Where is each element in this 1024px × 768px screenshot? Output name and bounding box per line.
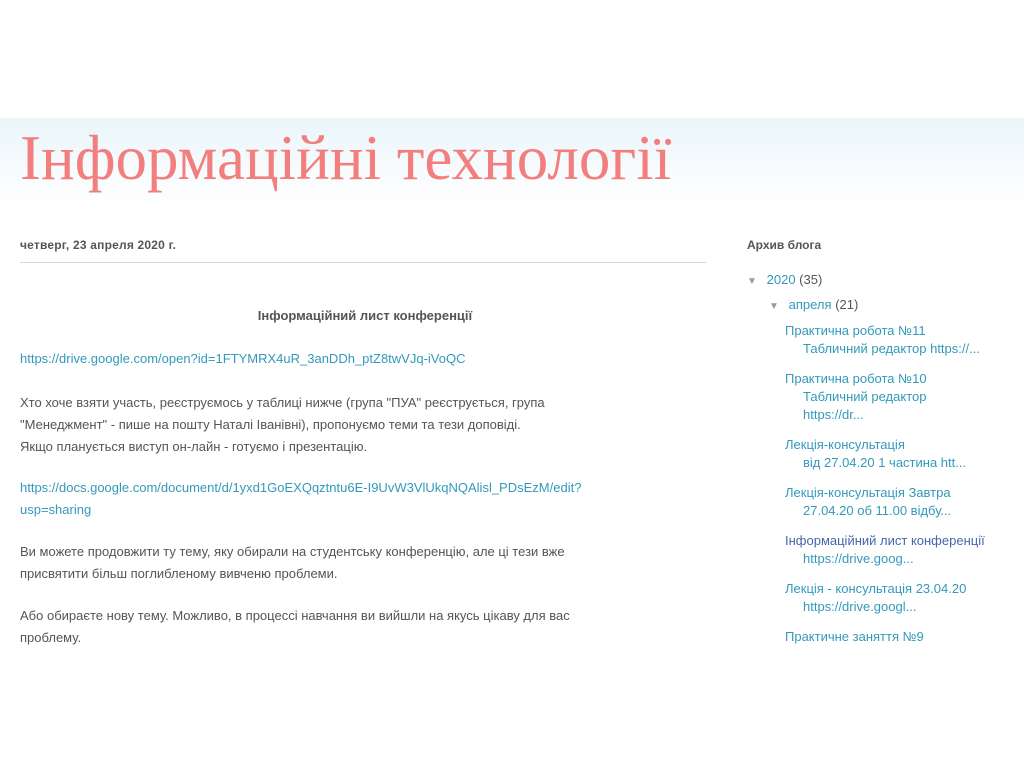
paragraph-line: Або обираєте нову тему. Можливо, в процессі навчання ви вийшли на якусь цікаву для вас <box>20 608 570 623</box>
archive-post-item[interactable] <box>785 484 1024 520</box>
archive-month-link[interactable]: апреля <box>788 297 832 312</box>
archive-year <box>747 272 822 287</box>
archive-post-item[interactable] <box>785 532 1024 568</box>
archive-post-item[interactable] <box>785 628 1024 646</box>
paragraph-registration <box>20 392 710 458</box>
collapse-arrow-icon[interactable]: ▼ <box>747 276 757 287</box>
paragraph-line: Ви можете продовжити ту тему, яку обирали на студентську конференцію, але ці тези вже <box>20 544 565 559</box>
archive-post-snippet: Табличний редактор <box>803 389 927 404</box>
archive-post-title[interactable]: Практична робота №11 <box>785 323 926 338</box>
archive-post-snippet: 27.04.20 об 11.00 відбу... <box>803 503 952 518</box>
archive-post-snippet: https://drive.googl... <box>803 599 917 614</box>
archive-post-snippet: від 27.04.20 1 частина htt... <box>803 455 967 470</box>
archive-post-title[interactable]: Практичне заняття №9 <box>785 629 924 644</box>
archive-post-item[interactable] <box>785 580 1024 616</box>
post-date: четверг, 23 апреля 2020 г. <box>20 238 706 263</box>
paragraph-line: присвятити більш поглибленому вивченю проблеми. <box>20 566 338 581</box>
paragraph-line: Якщо планується виступ он-лайн - готуємо і презентацію. <box>20 439 368 454</box>
paragraph-line: проблему. <box>20 630 82 645</box>
docs-link-line[interactable]: https://docs.google.com/document/d/1yxd1GoEXQqztntu6E-I9UvW3VlUkqNQAlisl_PDsEzM/edit? <box>20 480 582 495</box>
archive-post-list <box>785 322 1024 658</box>
archive-post-title[interactable]: Практична робота №10 <box>785 371 927 386</box>
archive-post-item[interactable] <box>785 436 1024 472</box>
docs-link-line[interactable]: usp=sharing <box>20 502 92 517</box>
archive-month-count: (21) <box>835 297 859 312</box>
archive-post-snippet: Табличний редактор https://... <box>803 341 980 356</box>
archive-post-title[interactable]: Лекція - консультація 23.04.20 <box>785 581 967 596</box>
blog-title[interactable]: Інформаційні технології <box>20 123 672 193</box>
page-crop-area <box>0 646 1024 768</box>
docs-link[interactable] <box>20 477 710 521</box>
paragraph-new-topic <box>20 605 710 649</box>
drive-link[interactable]: https://drive.google.com/open?id=1FTYMRX4uR_3anDDh_ptZ8twVJq-iVoQC <box>20 351 466 366</box>
archive-post-title[interactable]: Інформаційний лист конференції <box>785 533 985 548</box>
archive-year-link[interactable]: 2020 <box>766 272 796 287</box>
archive-month <box>769 297 858 312</box>
paragraph-topic <box>20 541 710 585</box>
paragraph-line: "Менеджмент" - пише на пошту Наталі Іванівні), пропонуємо теми та тези доповіді. <box>20 417 521 432</box>
archive-post-title[interactable]: Лекція-консультація Завтра <box>785 485 951 500</box>
archive-post-title[interactable]: Лекція-консультація <box>785 437 905 452</box>
archive-year-count: (35) <box>799 272 823 287</box>
collapse-arrow-icon[interactable]: ▼ <box>769 301 779 312</box>
archive-post-snippet: https://dr... <box>803 407 864 422</box>
sidebar-title: Архив блога <box>747 238 822 252</box>
archive-post-item[interactable] <box>785 322 1024 358</box>
post-heading: Інформаційний лист конференції <box>257 308 473 323</box>
paragraph-line: Хто хоче взяти участь, реєструємось у таблиці нижче (група "ПУА" реєструється, група <box>20 395 545 410</box>
archive-post-item[interactable] <box>785 370 1024 424</box>
archive-post-snippet: https://drive.goog... <box>803 551 914 566</box>
